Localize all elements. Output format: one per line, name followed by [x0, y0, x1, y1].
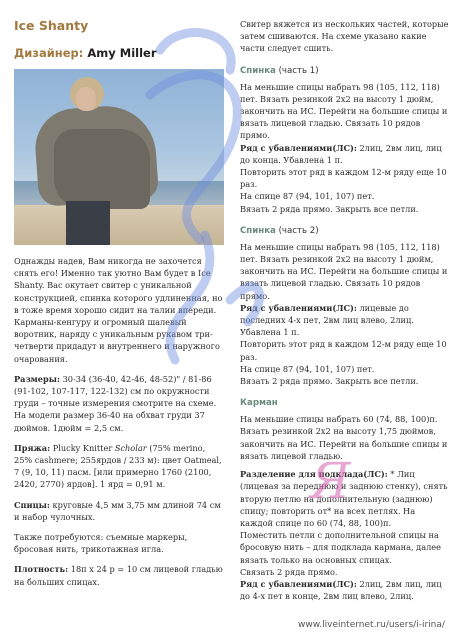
back-part-2-subtitle: (часть 2)	[275, 225, 319, 236]
gauge-paragraph	[14, 563, 224, 587]
back-part-1-decrease	[240, 142, 450, 166]
sizes-paragraph	[14, 373, 224, 434]
back-part-1-decrease-text: 2лиц, 2вм лиц, лиц до конца. Убавлена 1 п.	[240, 142, 442, 165]
back-part-1-repeat: Повторить этот ряд в каждом 12-м ряду еще 10 раз.	[240, 167, 447, 190]
needles-text: круговые 4,5 мм 3,75 мм длиной 74 см и набор чулочных.	[14, 499, 221, 522]
back-part-2-repeat: Повторить этот ряд в каждом 12-м ряду еще 10 раз.	[240, 339, 447, 362]
yarn-brand: Scholar	[114, 442, 147, 453]
construction-note: Свитер вяжется из нескольких частей, которые затем сшиваются. На схеме указано какие части следует сшить.	[240, 19, 449, 54]
sizes-text: 30-34 (36-40, 42-46, 48-52)" / 81-86 (91-102, 107-117, 122-132) см по окружности груди – точные измерения смотрите на схеме. На модели размер 36-40 на обхват груди 37 дюймов. 1дюйм = 2,5 см.	[14, 373, 217, 433]
yarn-label: Пряжа:	[14, 442, 51, 453]
site-watermark[interactable]: www.liveinternet.ru/users/i-irina/	[298, 620, 445, 630]
back-part-2-decrease-text: лицевые до последних 4-х пет, 2вм лиц влево, 2лиц. Убавлена 1 п.	[240, 302, 414, 338]
pocket-decrease-label: Ряд с убавлениями(ЛС):	[240, 578, 357, 589]
back-part-2-title: Спинка	[240, 225, 276, 236]
pocket-cast-on: На меньшие спицы набрать 60 (74, 88, 100)п. Вязать резинкой 2х2 на высоту 1,75 дюймов, закончить на ИС. Перейти на большие спицы и вязать лицевой гладью.	[240, 414, 448, 461]
yarn-text-after: (75% merino, 25% cashmere; 255ярдов / 233 м): цвет Oatmeal, 7 (9, 10, 11) пасм. [или примерно 1760 (2100, 2420, 2770) ярдов]. 1 ярд = 0,91 м.	[14, 442, 222, 490]
notions-paragraph: Также потребуются: съемные маркеры, бросовая нить, трикотажная игла.	[14, 532, 188, 555]
photo-sand	[14, 205, 224, 245]
yarn-text-before: Plucky Knitter	[50, 442, 115, 453]
back-part-1-section	[240, 65, 450, 215]
left-text	[14, 255, 224, 588]
gauge-label: Плотность:	[14, 564, 69, 575]
photo-pants	[66, 201, 110, 245]
back-part-2-decrease	[240, 302, 450, 339]
back-part-2-decrease-label: Ряд с убавлениями(ЛС):	[240, 302, 357, 313]
pocket-heading: Карман	[240, 398, 278, 409]
photo-sweater	[54, 129, 150, 209]
pocket-decrease-text: 2лиц, 2вм лиц, лиц до 4-х пет в конце, 2вм лиц влево, 2лиц.	[240, 578, 442, 602]
needles-label: Спицы:	[14, 499, 50, 510]
back-part-1-bind-off: Вязать 2 ряда прямо. Закрыть все петли.	[240, 203, 419, 214]
designer-line	[14, 45, 224, 61]
back-part-1-subtitle: (часть 1)	[275, 65, 319, 76]
overlay-logo: Я	[310, 452, 351, 510]
yarn-paragraph	[14, 442, 224, 491]
back-part-1-cast-on: На меньшие спицы набрать 98 (105, 112, 118) пет. Вязать резинкой 2х2 на высоту 1 дюйм, закончить на ИС. Перейти на большие спицы и вязать лицевой гладью. Связать 10 рядов прямо.	[240, 81, 448, 141]
intro-paragraph: Однажды надев, Вам никогда не захочется снять его! Именно так уютно Вам будет в Ice Shanty. Вас окутает свитер с уникальной конструкцией, спинка которого удлиненная, но в тоже время хорошо сидит на талии впереди. Карманы-кенгуру и огромный шалевый воротник, наряду с уникальным рукавом три-четверти придадут и внутреннего и наружного очарования.	[14, 256, 223, 364]
gauge-text: 18п х 24 р = 10 см лицевой гладью на больших спицах.	[14, 564, 223, 587]
right-column	[240, 18, 450, 602]
sizes-label: Размеры:	[14, 373, 60, 384]
pocket-decrease	[240, 578, 450, 602]
back-part-1-count: На спице 87 (94, 101, 107) пет.	[240, 191, 375, 202]
model-photo	[14, 69, 224, 245]
back-part-1-heading	[240, 65, 450, 77]
left-column	[14, 18, 224, 588]
back-part-2-heading	[240, 225, 450, 237]
pocket-straight: Связать 2 ряда прямо.	[240, 566, 338, 577]
needles-paragraph	[14, 499, 224, 523]
back-part-1-title: Спинка	[240, 65, 276, 76]
back-part-1-decrease-label: Ряд с убавлениями(ЛС):	[240, 142, 357, 153]
back-part-2-count: На спице 87 (94, 101, 107) пет.	[240, 363, 375, 374]
back-part-2-bind-off: Вязать 2 ряда прямо. Закрыть все петли.	[240, 376, 419, 387]
designer-name: Amy Miller	[87, 46, 157, 60]
pattern-title: Ice Shanty	[14, 18, 89, 33]
pocket-divide-label: Разделение для подклада(ЛС):	[240, 469, 388, 480]
back-part-2-cast-on: На меньшие спицы набрать 98 (105, 112, 118) пет. Вязать резинкой 2х2 на высоту 1 дюйм, закончить на ИС. Перейти на большие спицы и вязать лицевой гладью. Связать 10 рядов прямо.	[240, 241, 448, 301]
pocket-divide-text: * Лиц (лицевая за переднюю и заднюю стенку), снять вторую петлю на дополнительную (заднюю) спицу; повторить от* на всех петлях. На каждой спице по 60 (74, 88, 100)п.	[240, 469, 448, 528]
back-part-2-section	[240, 225, 450, 387]
pocket-lining: Поместить петли с дополнительной спицы на бросовую нить – для подклада кармана, далее вязать только на основных спицах.	[240, 530, 441, 565]
photo-face	[76, 87, 96, 111]
designer-label: Дизайнер:	[14, 46, 84, 60]
